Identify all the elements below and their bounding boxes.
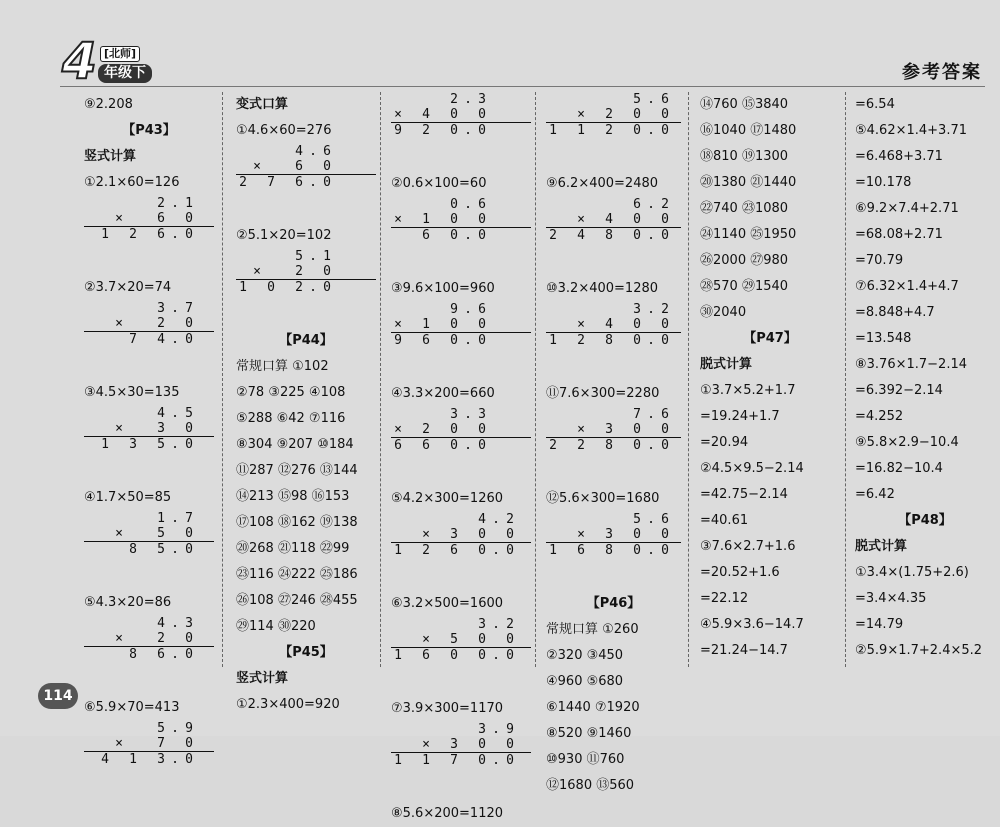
answer-line: ④5.9×3.6−14.7: [700, 617, 804, 632]
page-number: 114: [38, 683, 78, 709]
answer-line: =16.82−10.4: [855, 461, 943, 476]
multiplier: × 4 0 0: [394, 107, 486, 122]
vertical-multiplication: [546, 302, 681, 381]
answer-line: ⑳1380 ㉑1440: [700, 175, 797, 190]
answer-line: =20.52+1.6: [700, 565, 780, 580]
multiplicand: 9 . 6: [450, 302, 486, 317]
vertical-multiplication: [84, 301, 214, 380]
answer-column-5: [700, 92, 840, 664]
multiplier: × 3 0 0: [577, 527, 669, 542]
multiplicand: 4 . 5: [157, 406, 193, 421]
product: 8 6 . 0: [84, 646, 214, 662]
answer-line: 常规口算 ①260: [546, 622, 639, 637]
product: 8 5 . 0: [84, 541, 214, 557]
answer-line: =6.42: [855, 487, 895, 502]
answer-line: ⑥1440 ⑦1920: [546, 700, 640, 715]
multiplicand: 5 . 9: [157, 721, 193, 736]
answer-line: ㉖2000 ㉗980: [700, 253, 789, 268]
product: 1 2 6 0 . 0: [391, 542, 531, 558]
vertical-multiplication: [546, 512, 681, 591]
product: 1 3 5 . 0: [84, 436, 214, 452]
answer-line: ㉖108 ㉗246 ㉘455: [236, 593, 358, 608]
product: 9 2 0 . 0: [391, 122, 531, 138]
vertical-multiplication: [391, 617, 531, 696]
answer-line: ⑱810 ⑲1300: [700, 149, 789, 164]
column-divider: [380, 92, 381, 667]
multiplicand: 1 . 7: [157, 511, 193, 526]
multiplier: × 4 0 0: [577, 317, 669, 332]
page-title: 参考答案: [902, 62, 982, 83]
answer-line: =22.12: [700, 591, 749, 606]
answer-line: =3.4×4.35: [855, 591, 927, 606]
column-divider: [535, 92, 536, 667]
answer-line: =6.392−2.14: [855, 383, 943, 398]
answer-line: ⑧3.76×1.7−2.14: [855, 357, 968, 372]
answer-line: ⑧520 ⑨1460: [546, 726, 632, 741]
answer-column-4: [546, 92, 681, 799]
answer-column-1: [84, 92, 214, 800]
answer-line: ②78 ③225 ④108: [236, 385, 346, 400]
multiplicand: 6 . 2: [633, 197, 669, 212]
product: 1 6 8 0 . 0: [546, 542, 681, 558]
multiplicand: 3 . 3: [450, 407, 486, 422]
vertical-multiplication: [391, 302, 531, 381]
product: 6 6 0 . 0: [391, 437, 531, 453]
answer-line: ①3.7×5.2+1.7: [700, 383, 796, 398]
answer-line: ⑪287 ⑫276 ⑬144: [236, 463, 358, 478]
product: 6 0 . 0: [391, 227, 531, 243]
vertical-multiplication: [391, 407, 531, 486]
answer-line: ⑫5.6×300=1680: [546, 491, 660, 506]
multiplier: × 2 0 0: [577, 107, 669, 122]
logo-edition-tag: [北师]: [100, 46, 140, 62]
product: 1 2 8 0 . 0: [546, 332, 681, 348]
answer-line: ③7.6×2.7+1.6: [700, 539, 796, 554]
exercise-heading: 竖式计算: [84, 149, 137, 164]
answer-line: ③9.6×100=960: [391, 281, 495, 296]
vertical-multiplication: [84, 616, 214, 695]
answer-column-2: [236, 92, 376, 718]
section-page-label: 【P46】: [586, 596, 641, 611]
section-page-label: 【P47】: [743, 331, 797, 346]
answer-line: ④3.3×200=660: [391, 386, 495, 401]
multiplier: × 1 0 0: [394, 317, 486, 332]
answer-line: ⑩930 ⑪760: [546, 752, 625, 767]
exercise-heading: 竖式计算: [236, 671, 289, 686]
answer-line: ⑤288 ⑥42 ⑦116: [236, 411, 346, 426]
answer-line: ⑪7.6×300=2280: [546, 386, 660, 401]
vertical-multiplication: [546, 407, 681, 486]
logo-grade-label: 年级下: [98, 64, 152, 83]
product: 1 2 6 . 0: [84, 226, 214, 242]
product: 1 1 2 0 . 0: [546, 122, 681, 138]
answer-line: ②5.9×1.7+2.4×5.2: [855, 643, 983, 658]
answer-line: =20.94: [700, 435, 749, 450]
product: 7 4 . 0: [84, 331, 214, 347]
multiplicand: 4 . 6: [295, 144, 331, 159]
multiplier: × 5 0: [115, 526, 193, 541]
section-page-label: 【P43】: [122, 123, 176, 138]
answer-line: ㉓116 ㉔222 ㉕186: [236, 567, 358, 582]
multiplier: × 3 0: [115, 421, 193, 436]
vertical-multiplication: [391, 512, 531, 591]
answer-line: 常规口算 ①102: [236, 359, 329, 374]
answer-line: ①2.3×400=920: [236, 697, 340, 712]
answer-line: ⑭760 ⑮3840: [700, 97, 789, 112]
answer-line: ㉚2040: [700, 305, 747, 320]
answer-line: =4.252: [855, 409, 904, 424]
multiplier: × 3 0 0: [577, 422, 669, 437]
vertical-multiplication: [84, 406, 214, 485]
answer-line: ⑩3.2×400=1280: [546, 281, 659, 296]
header-divider: [60, 86, 985, 87]
multiplier: × 1 0 0: [394, 212, 486, 227]
answer-line: ②0.6×100=60: [391, 176, 487, 191]
answer-line: ⑯1040 ⑰1480: [700, 123, 797, 138]
exercise-heading: 脱式计算: [700, 357, 753, 372]
answer-line: ①3.4×(1.75+2.6): [855, 565, 969, 580]
multiplicand: 3 . 2: [633, 302, 669, 317]
multiplicand: 5 . 6: [633, 92, 669, 107]
column-divider: [845, 92, 846, 667]
grade-logo: [62, 32, 172, 90]
answer-line: ⑤4.3×20=86: [84, 595, 172, 610]
multiplicand: 4 . 2: [478, 512, 514, 527]
product: 2 2 8 0 . 0: [546, 437, 681, 453]
answer-column-3: [391, 92, 531, 827]
answer-column-6: [855, 92, 995, 664]
product: 4 1 3 . 0: [84, 751, 214, 767]
multiplier: × 5 0 0: [422, 632, 514, 647]
answer-line: ⑥9.2×7.4+2.71: [855, 201, 959, 216]
column-divider: [222, 92, 223, 667]
answer-line: ⑥5.9×70=413: [84, 700, 180, 715]
answer-line: ㉘570 ㉙1540: [700, 279, 789, 294]
answer-line: ㉒740 ㉓1080: [700, 201, 789, 216]
multiplicand: 2 . 1: [157, 196, 193, 211]
vertical-multiplication: [84, 196, 214, 275]
answer-line: ⑦6.32×1.4+4.7: [855, 279, 959, 294]
section-page-label: 【P44】: [279, 333, 333, 348]
answer-line: =6.468+3.71: [855, 149, 943, 164]
multiplicand: 4 . 3: [157, 616, 193, 631]
answer-line: ⑤4.62×1.4+3.71: [855, 123, 968, 138]
multiplicand: 7 . 6: [633, 407, 669, 422]
multiplicand: 0 . 6: [450, 197, 486, 212]
section-page-label: 【P48】: [898, 513, 952, 528]
multiplicand: 5 . 1: [295, 249, 331, 264]
logo-number: 4: [62, 32, 97, 90]
answer-line: =40.61: [700, 513, 749, 528]
answer-line: =21.24−14.7: [700, 643, 788, 658]
answer-line: ⑫1680 ⑬560: [546, 778, 635, 793]
answer-line: ②320 ③450: [546, 648, 624, 663]
answer-line: ①4.6×60=276: [236, 123, 332, 138]
product: 9 6 0 . 0: [391, 332, 531, 348]
vertical-multiplication: [546, 197, 681, 276]
column-divider: [688, 92, 689, 667]
answer-line: =13.548: [855, 331, 912, 346]
multiplier: × 6 0: [115, 211, 193, 226]
product: 2 7 6 . 0: [236, 174, 376, 190]
answer-line: ①2.1×60=126: [84, 175, 180, 190]
answer-line: =70.79: [855, 253, 904, 268]
multiplicand: 2 . 3: [450, 92, 486, 107]
answer-line: ②4.5×9.5−2.14: [700, 461, 804, 476]
product: 1 6 0 0 . 0: [391, 647, 531, 663]
answer-line: ⑳268 ㉑118 ㉒99: [236, 541, 350, 556]
exercise-heading: 变式口算: [236, 97, 289, 112]
multiplier: × 3 0 0: [422, 527, 514, 542]
product: 1 1 7 0 . 0: [391, 752, 531, 768]
multiplier: × 2 0: [115, 316, 193, 331]
answer-line: ⑤4.2×300=1260: [391, 491, 504, 506]
multiplicand: 3 . 2: [478, 617, 514, 632]
vertical-multiplication: [546, 92, 681, 171]
section-page-label: 【P45】: [279, 645, 333, 660]
answer-line: =68.08+2.71: [855, 227, 943, 242]
answer-line: ⑥3.2×500=1600: [391, 596, 504, 611]
multiplicand: 5 . 6: [633, 512, 669, 527]
answer-line: ⑭213 ⑮98 ⑯153: [236, 489, 350, 504]
answer-line: =10.178: [855, 175, 912, 190]
vertical-multiplication: [391, 92, 531, 171]
multiplier: × 7 0: [115, 736, 193, 751]
multiplier: × 2 0: [115, 631, 193, 646]
vertical-multiplication: [84, 721, 214, 800]
product: 1 0 2 . 0: [236, 279, 376, 295]
multiplier: × 4 0 0: [577, 212, 669, 227]
answer-line: =14.79: [855, 617, 904, 632]
multiplicand: 3 . 9: [478, 722, 514, 737]
answer-line: ㉙114 ㉚220: [236, 619, 316, 634]
answer-line: ⑧304 ⑨207 ⑩184: [236, 437, 354, 452]
multiplier: × 6 0: [253, 159, 331, 174]
answer-line: ②5.1×20=102: [236, 228, 332, 243]
multiplicand: 3 . 7: [157, 301, 193, 316]
multiplier: × 3 0 0: [422, 737, 514, 752]
answer-line: ㉔1140 ㉕1950: [700, 227, 797, 242]
answer-line: ④960 ⑤680: [546, 674, 624, 689]
answer-line: ③4.5×30=135: [84, 385, 180, 400]
answer-line: =42.75−2.14: [700, 487, 788, 502]
answer-line: ⑨2.208: [84, 97, 133, 112]
vertical-multiplication: [391, 722, 531, 801]
answer-line: ⑧5.6×200=1120: [391, 806, 504, 821]
vertical-multiplication: [236, 144, 376, 223]
answer-line: ⑨6.2×400=2480: [546, 176, 659, 191]
answer-line: ⑨5.8×2.9−10.4: [855, 435, 959, 450]
answer-line: =19.24+1.7: [700, 409, 780, 424]
answer-line: =8.848+4.7: [855, 305, 935, 320]
answer-line: ④1.7×50=85: [84, 490, 172, 505]
multiplier: × 2 0 0: [394, 422, 486, 437]
multiplier: × 2 0: [253, 264, 331, 279]
vertical-multiplication: [391, 197, 531, 276]
answer-line: ⑦3.9×300=1170: [391, 701, 504, 716]
vertical-multiplication: [236, 249, 376, 328]
product: 2 4 8 0 . 0: [546, 227, 681, 243]
exercise-heading: 脱式计算: [855, 539, 908, 554]
answer-line: ②3.7×20=74: [84, 280, 172, 295]
answer-line: =6.54: [855, 97, 895, 112]
vertical-multiplication: [84, 511, 214, 590]
answer-line: ⑰108 ⑱162 ⑲138: [236, 515, 358, 530]
